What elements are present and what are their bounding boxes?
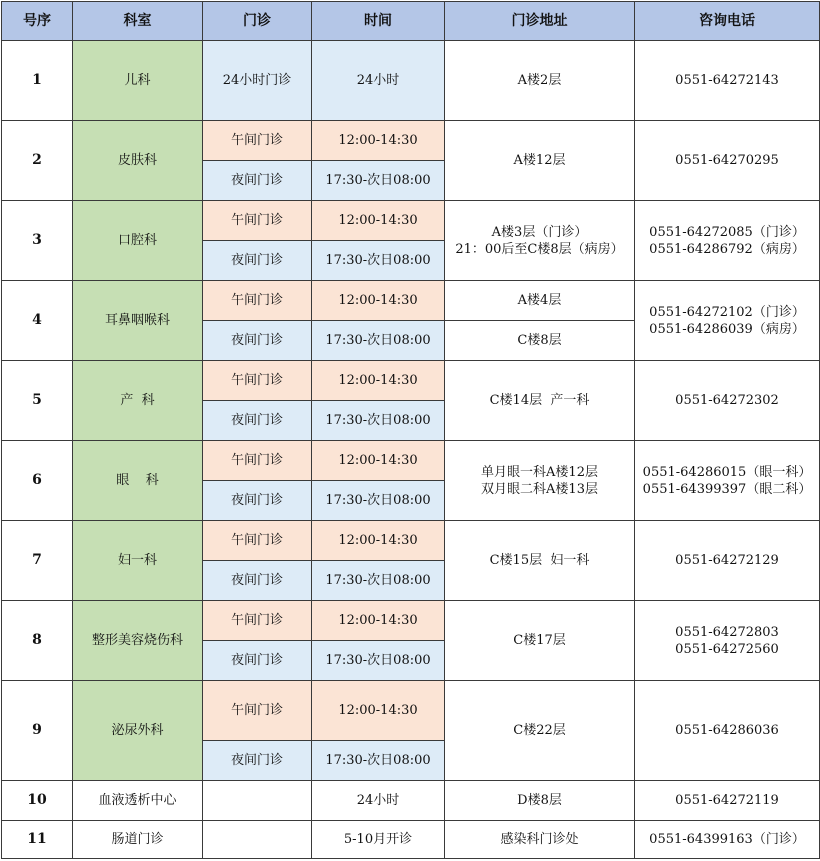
- phone-cell: 0551-64272119: [635, 781, 820, 821]
- time-cell: 24小时: [312, 781, 445, 821]
- table-row: [2, 441, 820, 481]
- night-time-cell: 17:30-次日08:00: [312, 481, 445, 521]
- noon-time-cell: 12:00-14:30: [312, 521, 445, 561]
- noon-time-cell: 12:00-14:30: [312, 601, 445, 641]
- clinic-schedule-table: [1, 1, 820, 859]
- dept-cell: 儿科: [73, 41, 203, 121]
- phone-cell: 0551-64272803 0551-64272560: [635, 601, 820, 681]
- clinic-cell: 24小时门诊: [203, 41, 312, 121]
- noon-time-cell: 12:00-14:30: [312, 441, 445, 481]
- night-clinic-cell: 夜间门诊: [203, 641, 312, 681]
- table-row: [2, 781, 820, 821]
- noon-clinic-cell: 午间门诊: [203, 201, 312, 241]
- header-phone: 咨询电话: [635, 2, 820, 41]
- table-row: [2, 281, 820, 321]
- night-time-cell: 17:30-次日08:00: [312, 401, 445, 441]
- address-cell: A楼3层（门诊） 21：00后至C楼8层（病房）: [445, 201, 635, 281]
- row-number: 1: [2, 41, 73, 121]
- noon-clinic-cell: 午间门诊: [203, 601, 312, 641]
- noon-clinic-cell: 午间门诊: [203, 521, 312, 561]
- clinic-cell: [203, 821, 312, 859]
- dept-cell: 口腔科: [73, 201, 203, 281]
- night-clinic-cell: 夜间门诊: [203, 401, 312, 441]
- night-time-cell: 17:30-次日08:00: [312, 161, 445, 201]
- night-clinic-cell: 夜间门诊: [203, 321, 312, 361]
- night-clinic-cell: 夜间门诊: [203, 741, 312, 781]
- row-number: 7: [2, 521, 73, 601]
- phone-cell: 0551-64272143: [635, 41, 820, 121]
- phone-cell: 0551-64399163（门诊）: [635, 821, 820, 859]
- night-clinic-cell: 夜间门诊: [203, 161, 312, 201]
- row-number: 11: [2, 821, 73, 859]
- noon-clinic-cell: 午间门诊: [203, 361, 312, 401]
- dept-cell: 产 科: [73, 361, 203, 441]
- night-time-cell: 17:30-次日08:00: [312, 321, 445, 361]
- night-time-cell: 17:30-次日08:00: [312, 741, 445, 781]
- phone-cell: 0551-64286015（眼一科） 0551-64399397（眼二科）: [635, 441, 820, 521]
- noon-clinic-cell: 午间门诊: [203, 121, 312, 161]
- table-row: [2, 681, 820, 741]
- row-number: 9: [2, 681, 73, 781]
- address-cell: C楼14层 产一科: [445, 361, 635, 441]
- address-cell: C楼22层: [445, 681, 635, 781]
- row-number: 2: [2, 121, 73, 201]
- noon-time-cell: 12:00-14:30: [312, 121, 445, 161]
- noon-clinic-cell: 午间门诊: [203, 281, 312, 321]
- table-row: [2, 521, 820, 561]
- table-row: [2, 361, 820, 401]
- header-row: [2, 2, 820, 41]
- phone-cell: 0551-64272129: [635, 521, 820, 601]
- address-cell: C楼17层: [445, 601, 635, 681]
- table-row: [2, 201, 820, 241]
- address-cell: 感染科门诊处: [445, 821, 635, 859]
- table-row: [2, 601, 820, 641]
- night-clinic-cell: 夜间门诊: [203, 241, 312, 281]
- row-number: 8: [2, 601, 73, 681]
- address-cell: D楼8层: [445, 781, 635, 821]
- dept-cell: 眼 科: [73, 441, 203, 521]
- header-address: 门诊地址: [445, 2, 635, 41]
- table-row: [2, 121, 820, 161]
- noon-clinic-cell: 午间门诊: [203, 441, 312, 481]
- phone-cell: 0551-64270295: [635, 121, 820, 201]
- dept-cell: 耳鼻咽喉科: [73, 281, 203, 361]
- time-cell: 5-10月开诊: [312, 821, 445, 859]
- phone-cell: 0551-64286036: [635, 681, 820, 781]
- header-no: 号序: [2, 2, 73, 41]
- noon-time-cell: 12:00-14:30: [312, 681, 445, 741]
- phone-cell: 0551-64272085（门诊） 0551-64286792（病房）: [635, 201, 820, 281]
- noon-time-cell: 12:00-14:30: [312, 281, 445, 321]
- night-time-cell: 17:30-次日08:00: [312, 561, 445, 601]
- row-number: 10: [2, 781, 73, 821]
- address-cell: C楼15层 妇一科: [445, 521, 635, 601]
- row-number: 5: [2, 361, 73, 441]
- noon-time-cell: 12:00-14:30: [312, 361, 445, 401]
- night-time-cell: 17:30-次日08:00: [312, 641, 445, 681]
- dept-cell: 整形美容烧伤科: [73, 601, 203, 681]
- table-row: [2, 821, 820, 859]
- dept-cell: 血液透析中心: [73, 781, 203, 821]
- clinic-cell: [203, 781, 312, 821]
- night-clinic-cell: 夜间门诊: [203, 561, 312, 601]
- header-time: 时间: [312, 2, 445, 41]
- noon-time-cell: 12:00-14:30: [312, 201, 445, 241]
- row-number: 4: [2, 281, 73, 361]
- noon-clinic-cell: 午间门诊: [203, 681, 312, 741]
- table-row: [2, 41, 820, 121]
- dept-cell: 皮肤科: [73, 121, 203, 201]
- night-clinic-cell: 夜间门诊: [203, 481, 312, 521]
- header-dept: 科室: [73, 2, 203, 41]
- dept-cell: 肠道门诊: [73, 821, 203, 859]
- row-number: 3: [2, 201, 73, 281]
- dept-cell: 妇一科: [73, 521, 203, 601]
- address-cell: A楼2层: [445, 41, 635, 121]
- row-number: 6: [2, 441, 73, 521]
- time-cell: 24小时: [312, 41, 445, 121]
- night-time-cell: 17:30-次日08:00: [312, 241, 445, 281]
- address-cell: 单月眼一科A楼12层 双月眼二科A楼13层: [445, 441, 635, 521]
- dept-cell: 泌尿外科: [73, 681, 203, 781]
- address-cell-noon: A楼4层: [445, 281, 635, 321]
- header-clinic: 门诊: [203, 2, 312, 41]
- phone-cell: 0551-64272102（门诊） 0551-64286039（病房）: [635, 281, 820, 361]
- phone-cell: 0551-64272302: [635, 361, 820, 441]
- address-cell: A楼12层: [445, 121, 635, 201]
- address-cell-night: C楼8层: [445, 321, 635, 361]
